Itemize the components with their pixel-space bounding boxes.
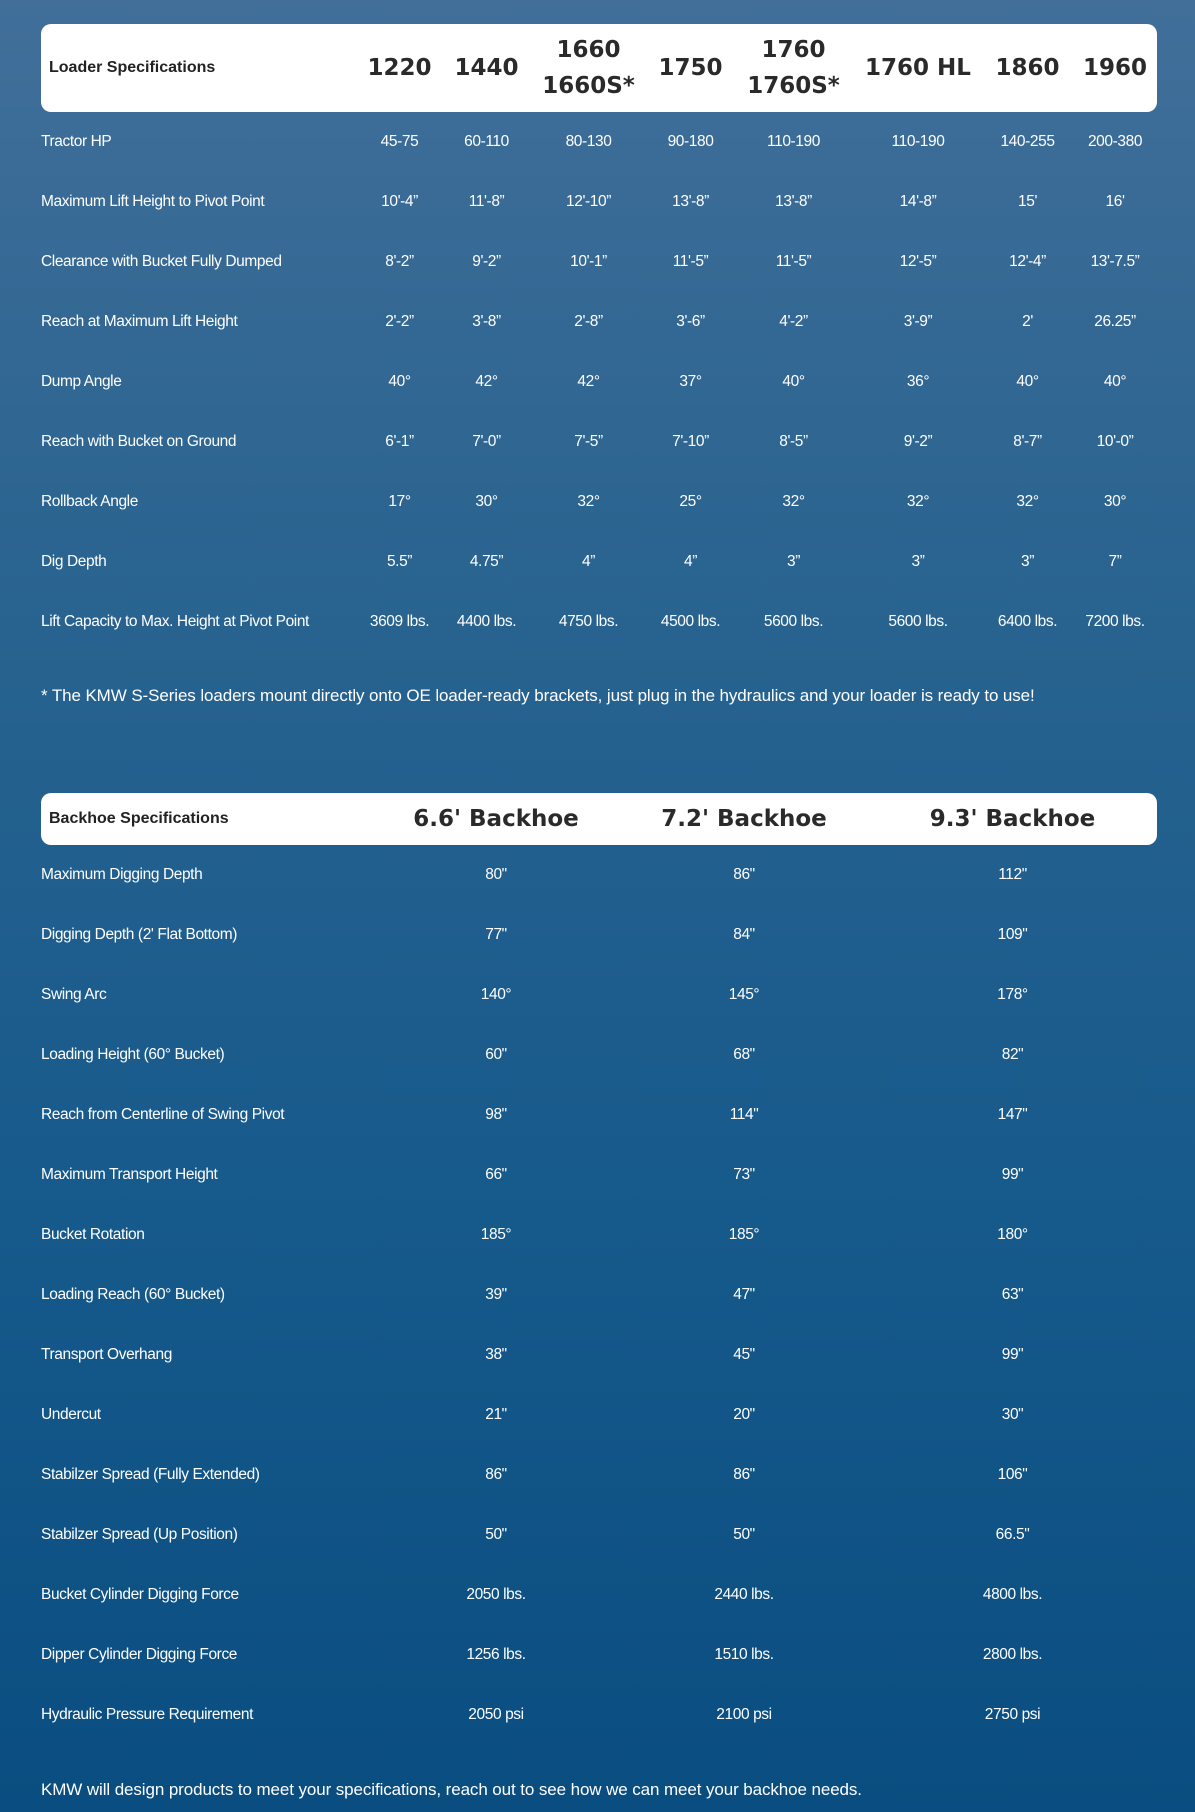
row-label: Dipper Cylinder Digging Force xyxy=(41,1646,238,1663)
loader-column-header: 1860 xyxy=(995,55,1060,81)
table-row xyxy=(41,845,1157,905)
table-row xyxy=(41,292,1157,352)
table-cell: 15' xyxy=(1018,193,1037,210)
table-cell: 7'-0” xyxy=(472,433,501,450)
row-label: Dig Depth xyxy=(41,553,107,570)
table-cell: 11'-8” xyxy=(468,193,505,210)
row-label: Maximum Lift Height to Pivot Point xyxy=(41,193,265,210)
backhoe-specifications-table xyxy=(41,793,1157,1745)
table-cell: 14'-8” xyxy=(899,193,937,210)
table-cell: 200-380 xyxy=(1087,133,1143,150)
row-label: Hydraulic Pressure Requirement xyxy=(41,1706,253,1723)
loader-table-body xyxy=(41,112,1157,652)
loader-column-header: 1760 HL xyxy=(865,55,971,81)
table-cell: 2050 psi xyxy=(468,1706,524,1723)
table-row xyxy=(41,1025,1157,1085)
table-row xyxy=(41,1565,1157,1625)
backhoe-column-header: 9.3' Backhoe xyxy=(929,806,1096,832)
table-cell: 110-190 xyxy=(891,133,945,150)
table-cell: 4'-2” xyxy=(779,313,808,330)
table-cell: 4” xyxy=(582,553,595,570)
table-cell: 10'-0” xyxy=(1096,433,1134,450)
loader-footnote: * The KMW S-Series loaders mount directly onto OE loader-ready brackets, just plug in the hydraulics and your loader is ready to use! xyxy=(41,686,1035,705)
table-cell: 45" xyxy=(733,1346,755,1363)
table-row xyxy=(41,1145,1157,1205)
table-cell: 112" xyxy=(998,866,1027,883)
table-cell: 6400 lbs. xyxy=(997,613,1058,630)
table-cell: 12'-5” xyxy=(899,253,937,270)
table-cell: 10'-4” xyxy=(381,193,418,210)
table-cell: 110-190 xyxy=(767,133,820,150)
table-row xyxy=(41,472,1157,532)
row-label: Reach at Maximum Lift Height xyxy=(41,313,238,330)
table-cell: 109" xyxy=(997,926,1028,943)
table-cell: 8'-5” xyxy=(779,433,808,450)
backhoe-table-body xyxy=(41,845,1157,1745)
table-row xyxy=(41,1265,1157,1325)
table-cell: 13'-7.5” xyxy=(1090,253,1140,270)
table-cell: 21" xyxy=(485,1406,507,1423)
table-cell: 5600 lbs. xyxy=(763,613,824,630)
table-cell: 25° xyxy=(679,493,702,510)
table-cell: 4” xyxy=(684,553,697,570)
table-cell: 9'-2” xyxy=(472,253,501,270)
table-cell: 180° xyxy=(997,1226,1028,1243)
table-row xyxy=(41,1325,1157,1385)
table-cell: 73" xyxy=(733,1166,755,1183)
table-row xyxy=(41,1205,1157,1265)
backhoe-column-header: 6.6' Backhoe xyxy=(413,806,579,832)
table-cell: 99" xyxy=(1001,1166,1024,1183)
row-label: Digging Depth (2' Flat Bottom) xyxy=(41,926,237,943)
row-label: Bucket Rotation xyxy=(41,1226,145,1243)
table-cell: 32° xyxy=(906,493,930,510)
table-cell: 77" xyxy=(485,926,507,943)
table-cell: 2050 lbs. xyxy=(466,1586,526,1603)
table-cell: 17° xyxy=(388,493,411,510)
loader-specifications-table xyxy=(41,24,1157,652)
table-row xyxy=(41,1685,1157,1745)
row-label: Loading Height (60° Bucket) xyxy=(41,1046,225,1063)
table-cell: 145° xyxy=(728,986,760,1003)
table-cell: 32° xyxy=(782,493,805,510)
table-cell: 11'-5” xyxy=(672,253,709,270)
table-cell: 50" xyxy=(733,1526,755,1543)
table-cell: 2' xyxy=(1022,313,1033,330)
table-cell: 42° xyxy=(475,373,498,390)
table-cell: 7200 lbs. xyxy=(1085,613,1145,630)
table-cell: 4.75” xyxy=(469,553,504,570)
table-cell: 82" xyxy=(1001,1046,1024,1063)
table-cell: 4500 lbs. xyxy=(660,613,721,630)
row-label: Reach with Bucket on Ground xyxy=(41,433,237,450)
table-row xyxy=(41,965,1157,1025)
table-cell: 7” xyxy=(1108,553,1122,570)
table-row xyxy=(41,1085,1157,1145)
table-cell: 98" xyxy=(485,1106,507,1123)
table-cell: 20" xyxy=(733,1406,755,1423)
table-cell: 39" xyxy=(485,1286,507,1303)
table-cell: 1256 lbs. xyxy=(466,1646,526,1663)
table-cell: 5600 lbs. xyxy=(888,613,948,630)
table-row xyxy=(41,905,1157,965)
table-cell: 90-180 xyxy=(667,133,714,150)
table-cell: 185° xyxy=(728,1226,760,1243)
table-cell: 40° xyxy=(1016,373,1039,390)
table-cell: 2'-8” xyxy=(574,313,603,330)
table-row xyxy=(41,1445,1157,1505)
backhoe-table-title: Backhoe Specifications xyxy=(49,810,229,827)
table-row xyxy=(41,532,1157,592)
table-cell: 106" xyxy=(997,1466,1028,1483)
table-cell: 3'-8” xyxy=(472,313,501,330)
loader-column-header: 1440 xyxy=(454,55,519,81)
table-cell: 66" xyxy=(485,1166,507,1183)
table-cell: 185° xyxy=(480,1226,512,1243)
table-cell: 32° xyxy=(577,493,600,510)
table-cell: 147" xyxy=(997,1106,1028,1123)
table-cell: 7'-5” xyxy=(574,433,603,450)
row-label: Bucket Cylinder Digging Force xyxy=(41,1586,239,1603)
loader-column-header: 1750 xyxy=(658,55,723,81)
table-cell: 4800 lbs. xyxy=(982,1586,1043,1603)
table-row xyxy=(41,1385,1157,1445)
table-row xyxy=(41,352,1157,412)
row-label: Undercut xyxy=(41,1406,101,1423)
table-cell: 13'-8” xyxy=(672,193,709,210)
table-cell: 2750 psi xyxy=(984,1706,1041,1723)
table-cell: 13'-8” xyxy=(775,193,812,210)
table-cell: 140-255 xyxy=(1000,133,1055,150)
table-cell: 86" xyxy=(733,866,755,883)
table-cell: 178° xyxy=(997,986,1028,1003)
table-cell: 3” xyxy=(911,553,925,570)
table-cell: 60" xyxy=(485,1046,507,1063)
row-label: Reach from Centerline of Swing Pivot xyxy=(41,1106,285,1123)
table-cell: 8'-2” xyxy=(385,253,414,270)
loader-table-title: Loader Specifications xyxy=(49,59,216,76)
loader-column-header: 1960 xyxy=(1082,55,1147,81)
table-row xyxy=(41,412,1157,472)
table-cell: 45-75 xyxy=(380,133,419,150)
table-cell: 140° xyxy=(480,986,512,1003)
table-row xyxy=(41,1505,1157,1565)
row-label: Dump Angle xyxy=(41,373,122,390)
table-cell: 40° xyxy=(782,373,805,390)
table-cell: 26.25” xyxy=(1094,313,1136,330)
table-cell: 2800 lbs. xyxy=(982,1646,1043,1663)
table-cell: 80-130 xyxy=(565,133,612,150)
row-label: Stabilzer Spread (Up Position) xyxy=(41,1526,238,1543)
table-cell: 40° xyxy=(388,373,411,390)
table-cell: 86" xyxy=(733,1466,755,1483)
table-cell: 30" xyxy=(1001,1406,1024,1423)
backhoe-table-header xyxy=(41,793,1157,845)
table-cell: 38" xyxy=(485,1346,507,1363)
row-label: Maximum Transport Height xyxy=(41,1166,218,1183)
table-cell: 3609 lbs. xyxy=(369,613,430,630)
row-label: Swing Arc xyxy=(41,986,107,1003)
table-cell: 80" xyxy=(485,866,507,883)
table-cell: 42° xyxy=(577,373,600,390)
table-cell: 47" xyxy=(733,1286,755,1303)
table-cell: 9'-2” xyxy=(903,433,933,450)
table-cell: 40° xyxy=(1103,373,1127,390)
table-cell: 11'-5” xyxy=(775,253,812,270)
table-cell: 66.5" xyxy=(995,1526,1030,1543)
row-label: Maximum Digging Depth xyxy=(41,866,203,883)
table-cell: 16' xyxy=(1105,193,1125,210)
table-cell: 99" xyxy=(1001,1346,1024,1363)
table-cell: 5.5” xyxy=(386,553,413,570)
table-cell: 4400 lbs. xyxy=(456,613,517,630)
table-cell: 4750 lbs. xyxy=(558,613,619,630)
table-cell: 114" xyxy=(729,1106,759,1123)
row-label: Clearance with Bucket Fully Dumped xyxy=(41,253,282,270)
loader-column-header: 1220 xyxy=(367,55,432,81)
row-label: Transport Overhang xyxy=(41,1346,172,1363)
table-cell: 2440 lbs. xyxy=(714,1586,774,1603)
loader-table-header xyxy=(41,24,1157,112)
table-cell: 3” xyxy=(787,553,800,570)
table-row xyxy=(41,592,1157,652)
table-cell: 68" xyxy=(733,1046,755,1063)
row-label: Lift Capacity to Max. Height at Pivot Point xyxy=(41,613,309,630)
row-label: Rollback Angle xyxy=(41,493,138,510)
table-cell: 84" xyxy=(733,926,755,943)
table-cell: 2100 psi xyxy=(716,1706,772,1723)
table-cell: 86" xyxy=(485,1466,507,1483)
table-cell: 10'-1” xyxy=(570,253,607,270)
table-cell: 30° xyxy=(1103,493,1127,510)
backhoe-footnote: KMW will design products to meet your specifications, reach out to see how we can meet your backhoe needs. xyxy=(41,1780,862,1799)
table-cell: 36° xyxy=(906,373,930,390)
loader-column-header: 1660 1660S* xyxy=(542,37,635,99)
table-cell: 12'-10” xyxy=(566,193,611,210)
table-cell: 63" xyxy=(1001,1286,1024,1303)
table-cell: 3'-6” xyxy=(676,313,705,330)
table-cell: 32° xyxy=(1016,493,1039,510)
table-row xyxy=(41,232,1157,292)
table-cell: 1510 lbs. xyxy=(714,1646,774,1663)
row-label: Stabilzer Spread (Fully Extended) xyxy=(41,1466,260,1483)
table-cell: 50" xyxy=(485,1526,507,1543)
table-row xyxy=(41,172,1157,232)
table-cell: 7'-10” xyxy=(672,433,709,450)
table-cell: 12'-4” xyxy=(1009,253,1046,270)
table-cell: 30° xyxy=(475,493,498,510)
table-row xyxy=(41,1625,1157,1685)
table-cell: 2'-2” xyxy=(385,313,414,330)
loader-column-header: 1760 1760S* xyxy=(747,37,840,99)
table-cell: 8'-7” xyxy=(1013,433,1042,450)
row-label: Loading Reach (60° Bucket) xyxy=(41,1286,225,1303)
backhoe-column-header: 7.2' Backhoe xyxy=(661,806,827,832)
table-cell: 3'-9” xyxy=(903,313,933,330)
table-cell: 37° xyxy=(679,373,702,390)
table-row xyxy=(41,112,1157,172)
table-cell: 3” xyxy=(1021,553,1034,570)
table-cell: 6'-1” xyxy=(385,433,414,450)
row-label: Tractor HP xyxy=(41,133,112,150)
table-cell: 60-110 xyxy=(464,133,509,150)
